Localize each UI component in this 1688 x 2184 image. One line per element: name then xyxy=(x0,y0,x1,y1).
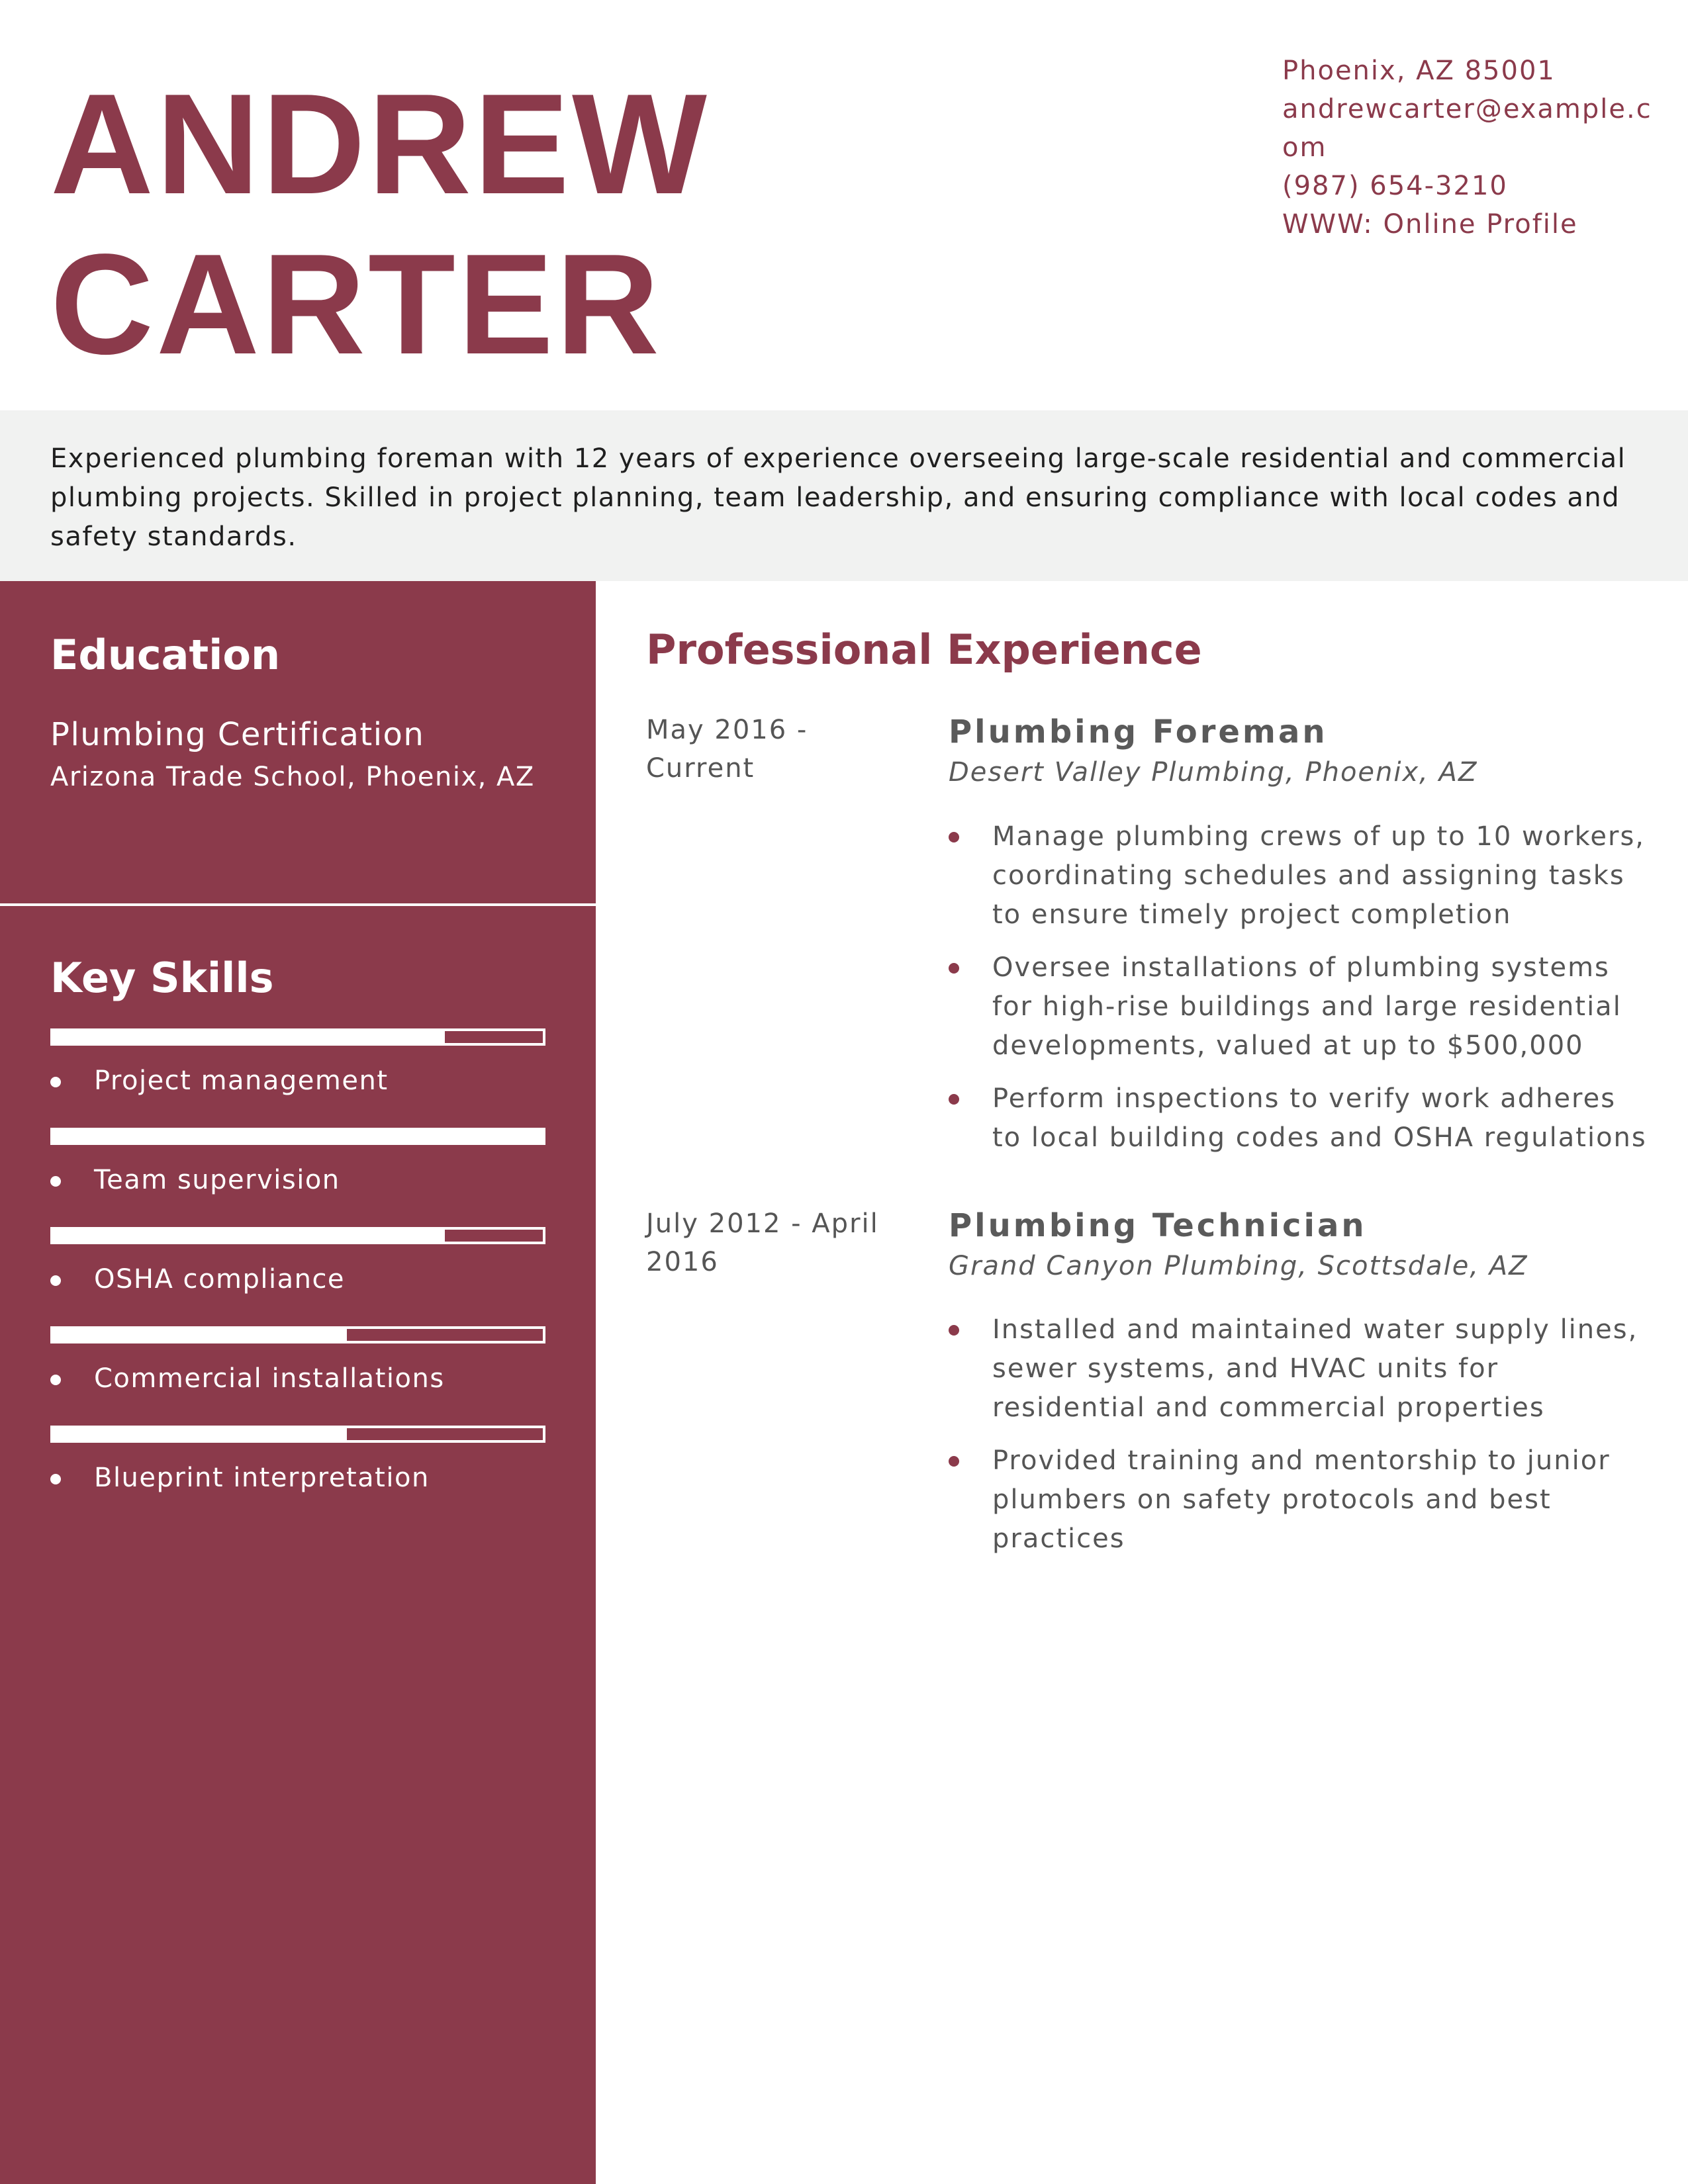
education-school: Arizona Trade School, Phoenix, AZ xyxy=(50,762,535,792)
skill-level-fill xyxy=(53,1428,347,1440)
bullet-dot-icon xyxy=(50,1275,61,1286)
job-bullets xyxy=(949,1310,1650,1572)
job-title: Plumbing Technician xyxy=(949,1207,1367,1244)
job-bullet xyxy=(949,1441,1650,1559)
education-heading: Education xyxy=(50,631,281,679)
summary-text: Experienced plumbing foreman with 12 years of experience overseeing large-scale residential and commercial plumbing projects. Skilled in project planning, team leadership, and ensuring compliance with local codes and safety standards. xyxy=(50,443,1626,552)
skill-level-fill xyxy=(53,1031,445,1043)
contact-phone: (987) 654-3210 xyxy=(1282,171,1508,201)
candidate-name xyxy=(50,64,710,384)
contact-location: Phoenix, AZ 85001 xyxy=(1282,56,1556,86)
job-title: Plumbing Foreman xyxy=(949,713,1328,751)
job-bullet xyxy=(949,948,1650,1066)
bullet-dot-icon xyxy=(949,1325,959,1336)
contact-info xyxy=(1282,52,1653,244)
job-dates: May 2016 - Current xyxy=(646,715,808,784)
skills-heading: Key Skills xyxy=(50,954,274,1002)
bullet-dot-icon xyxy=(50,1474,61,1484)
last-name: CARTER xyxy=(50,224,662,384)
job-bullet xyxy=(949,1079,1650,1158)
job-dates: July 2012 - April 2016 xyxy=(646,1208,879,1277)
skill-level-bar xyxy=(50,1227,545,1244)
bullet-dot-icon xyxy=(949,1456,959,1467)
sidebar xyxy=(0,581,596,2184)
skill-label: Project management xyxy=(94,1066,389,1096)
skill-level-fill xyxy=(53,1130,543,1142)
bullet-dot-icon xyxy=(949,832,959,842)
education-degree: Plumbing Certification xyxy=(50,716,425,753)
summary-section xyxy=(0,410,1688,581)
bullet-dot-icon xyxy=(50,1375,61,1385)
bullet-text: Installed and maintained water supply lines, sewer systems, and HVAC units for residential and commercial properties xyxy=(992,1314,1638,1423)
skill-label: Team supervision xyxy=(94,1165,340,1195)
bullet-text: Manage plumbing crews of up to 10 workers, coordinating schedules and assigning tasks to ensure timely project completion xyxy=(992,821,1646,930)
bullet-text: Provided training and mentorship to junior plumbers on safety protocols and best practices xyxy=(992,1445,1611,1554)
skill-level-fill xyxy=(53,1329,347,1341)
main-column xyxy=(596,581,1688,2184)
first-name: ANDREW xyxy=(50,64,710,224)
skill-label: OSHA compliance xyxy=(94,1264,346,1295)
resume-header xyxy=(0,0,1688,410)
skill-level-bar xyxy=(50,1326,545,1343)
contact-email[interactable]: andrewcarter@example.com xyxy=(1282,94,1652,163)
bullet-dot-icon xyxy=(949,1094,959,1105)
job-bullets xyxy=(949,817,1650,1171)
bullet-text: Perform inspections to verify work adheres to local building codes and OSHA regulations xyxy=(992,1083,1647,1153)
sidebar-divider xyxy=(0,903,596,906)
skill-level-bar xyxy=(50,1028,545,1046)
skill-level-fill xyxy=(53,1230,445,1242)
skill-level-bar xyxy=(50,1128,545,1145)
bullet-dot-icon xyxy=(50,1176,61,1187)
skill-label: Blueprint interpretation xyxy=(94,1463,430,1493)
skill-level-bar xyxy=(50,1426,545,1443)
contact-website[interactable]: WWW: Online Profile xyxy=(1282,209,1578,240)
skill-label: Commercial installations xyxy=(94,1363,445,1394)
bullet-dot-icon xyxy=(949,963,959,974)
bullet-text: Oversee installations of plumbing systems for high-rise buildings and large residential developments, valued at up to $500,000 xyxy=(992,952,1622,1061)
job-company: Grand Canyon Plumbing, Scottsdale, AZ xyxy=(949,1251,1528,1281)
experience-heading: Professional Experience xyxy=(646,625,1202,674)
job-bullet xyxy=(949,1310,1650,1428)
job-company: Desert Valley Plumbing, Phoenix, AZ xyxy=(949,757,1478,788)
bullet-dot-icon xyxy=(50,1077,61,1087)
job-bullet xyxy=(949,817,1650,934)
